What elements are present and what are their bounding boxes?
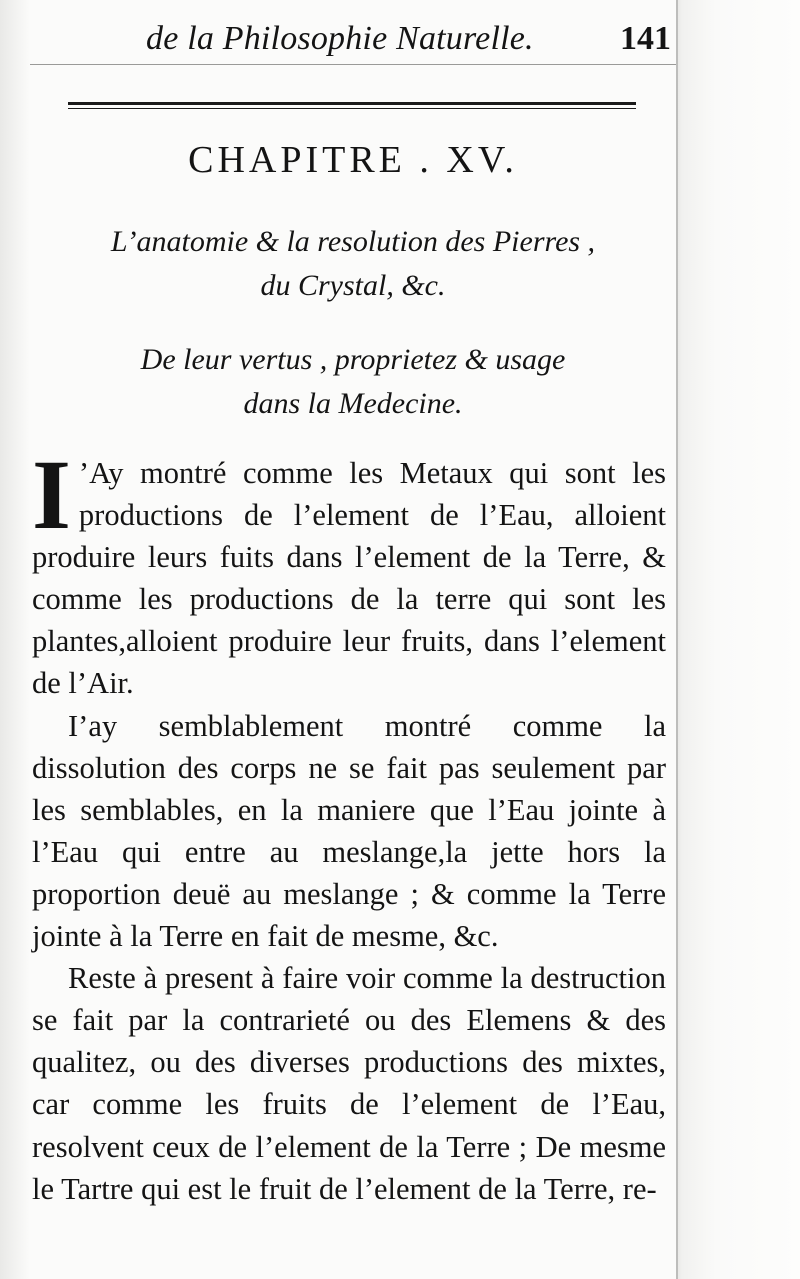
running-head: de la Philosophie Naturelle.: [146, 20, 534, 57]
facing-page-edge: [676, 0, 800, 1279]
paragraph-text: ’Ay montré comme les Metaux qui sont les productions de l’element de l’Eau, alloient produire leurs fuits dans l’element de la Terre, & comme les productions de la terre qui sont les plantes,alloient produire leur fruits, dans l’element de l’Air.: [32, 456, 666, 701]
page-gutter-shadow: [0, 0, 30, 1279]
chapter-subtitle-medicine: [30, 338, 676, 426]
subtitle-line: L’anatomie & la resolution des Pierres ,: [110, 225, 596, 258]
header-rule: [30, 64, 676, 65]
section-rule-thin: [68, 108, 636, 109]
paragraph: Reste à present à faire voir comme la destruction se fait par la contrarieté ou des Elemens & des qualitez, ou des diverses productions des mixtes, car comme les fruits de l’element de l’Eau, resolvent ceux de l’element de la Terre ; De mesme le Tartre qui est le fruit de l’element de la Terre, re-: [32, 961, 666, 1206]
paragraph: [32, 439, 666, 705]
subtitle-line: De leur vertus , proprietez & usage: [140, 343, 566, 376]
chapter-title: CHAPITRE . XV.: [188, 139, 518, 181]
body-text: [32, 439, 666, 1210]
paragraph: I’ay semblablement montré comme la dissolution des corps ne se fait pas seulement par les semblables, en la maniere que l’Eau jointe à l’Eau qui entre au meslange,la jette hors la proportion deuë au meslange ; & comme la Terre jointe à la Terre en fait de mesme, &c.: [32, 708, 666, 954]
subtitle-line: dans la Medecine.: [243, 387, 463, 420]
page-number: 141: [620, 20, 671, 57]
page-header: [30, 14, 676, 66]
subtitle-line: du Crystal, &c.: [260, 269, 446, 302]
drop-cap: I: [32, 439, 71, 550]
page-edge-line: [676, 0, 678, 1279]
section-rule: [68, 102, 636, 105]
chapter-subtitle: [30, 220, 676, 308]
